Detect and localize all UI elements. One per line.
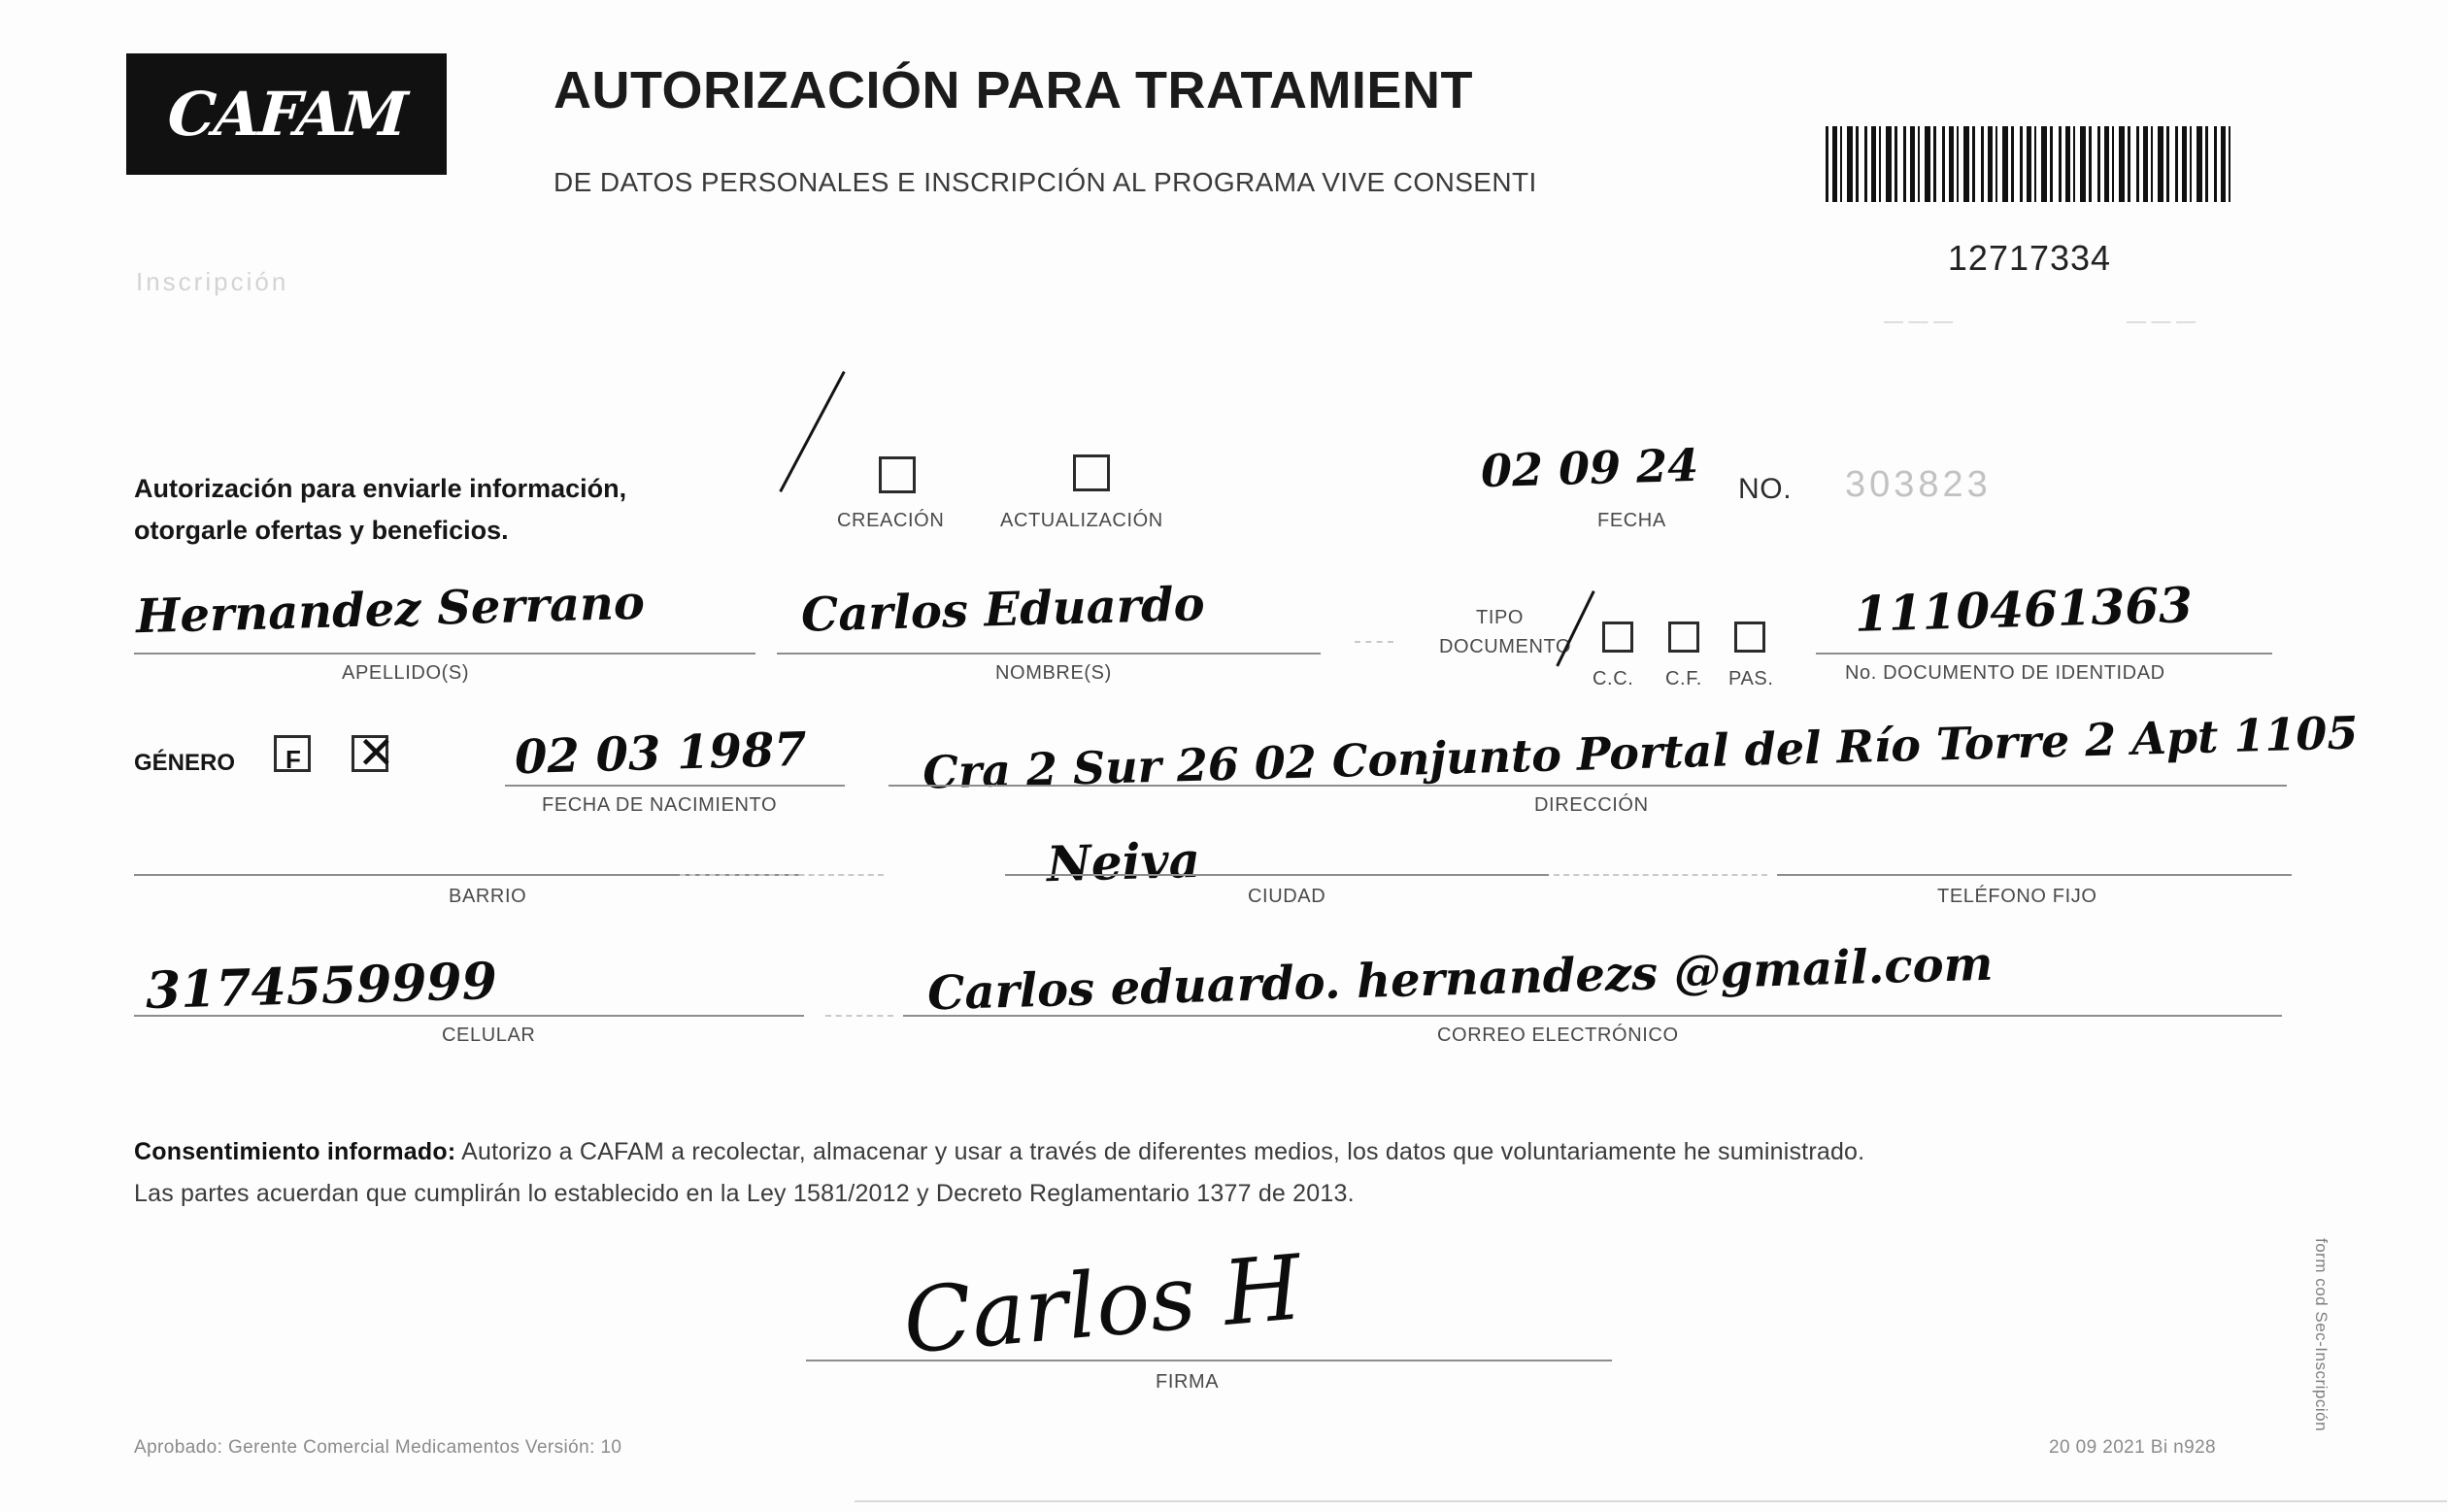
checkbox-cf[interactable] xyxy=(1668,622,1699,653)
value-fecha: 02 09 24 xyxy=(1480,438,1699,498)
consent-body-1: Autorizo a CAFAM a recolectar, almacenar y usar a través de diferentes medios, los datos que voluntariamente he suministrado. xyxy=(455,1138,1865,1165)
label-correo: CORREO ELECTRÓNICO xyxy=(1437,1025,1679,1046)
value-num-documento: 1110461363 xyxy=(1854,576,2194,643)
rule-correo xyxy=(903,1015,2282,1017)
label-celular: CELULAR xyxy=(442,1025,536,1046)
footer-right-text: 20 09 2021 Bi n928 xyxy=(2049,1437,2217,1458)
rule-nombre xyxy=(777,653,1321,655)
notice-line-2: otorgarle ofertas y beneficios. xyxy=(134,516,509,545)
label-tipo: TIPO xyxy=(1476,607,1525,628)
consent-heading: Consentimiento informado: xyxy=(134,1138,456,1165)
label-actualizacion: ACTUALIZACIÓN xyxy=(1000,510,1163,531)
value-no: 303823 xyxy=(1845,464,1992,505)
value-ciudad: Neiva xyxy=(1046,830,1201,893)
rule-apellido xyxy=(134,653,755,655)
label-cf: C.F. xyxy=(1665,668,1702,689)
value-apellido: Hernandez Serrano xyxy=(135,575,646,645)
rule-sep-2 xyxy=(680,874,884,876)
rule-ciudad xyxy=(1005,874,1549,876)
label-creacion: CREACIÓN xyxy=(837,510,945,531)
label-direccion: DIRECCIÓN xyxy=(1534,794,1649,816)
checkbox-actualizacion[interactable] xyxy=(1073,454,1110,491)
cafam-logo xyxy=(126,53,447,175)
value-celular: 3174559999 xyxy=(145,951,498,1022)
label-apellido: APELLIDO(S) xyxy=(342,662,470,684)
label-tipo-documento: DOCUMENTO xyxy=(1439,636,1572,657)
value-correo: Carlos eduardo. hernandezs @gmail.com xyxy=(926,936,1995,1022)
checkbox-pas[interactable] xyxy=(1734,622,1765,653)
label-nombre: NOMBRE(S) xyxy=(995,662,1112,684)
consent-paragraph xyxy=(134,1131,2290,1215)
rule-sep-4 xyxy=(825,1015,893,1017)
cc-check-mark xyxy=(1556,590,1594,667)
label-num-documento: No. DOCUMENTO DE IDENTIDAD xyxy=(1845,662,2165,684)
label-genero-f: F xyxy=(285,745,302,774)
checkbox-cc[interactable] xyxy=(1602,622,1633,653)
rule-sep-1 xyxy=(1355,641,1393,643)
faint-dash-left: — — — xyxy=(1884,311,1954,332)
side-vertical-text: form cod Sec-Inscripción xyxy=(2312,1238,2331,1432)
barcode-number: 12717334 xyxy=(1947,238,2112,278)
label-genero: GÉNERO xyxy=(134,750,236,776)
value-direccion: Cra 2 Sur 26 02 Conjunto Portal del Río Torre 2 Apt 1105 xyxy=(922,706,2360,799)
rule-telefono-fijo xyxy=(1777,874,2292,876)
label-fecha-nacimiento: FECHA DE NACIMIENTO xyxy=(542,794,778,816)
cafam-logo-text: CAFAM xyxy=(165,79,408,150)
creacion-check-mark xyxy=(779,371,845,492)
faint-dash-right: — — — xyxy=(2127,311,2196,332)
label-cc: C.C. xyxy=(1593,668,1634,689)
signature-mark: Carlos H xyxy=(899,1235,1306,1374)
consent-body-2: Las partes acuerdan que cumplirán lo establecido en la Ley 1581/2012 y Decreto Reglamentario 1377 de 2013. xyxy=(134,1180,1355,1207)
faint-header-text: Inscripción xyxy=(136,267,289,296)
rule-celular xyxy=(134,1015,804,1017)
page-title: AUTORIZACIÓN PARA TRATAMIENT xyxy=(553,61,1473,119)
barcode-icon xyxy=(1826,126,2233,202)
rule-num-documento xyxy=(1816,653,2272,655)
genero-m-check-mark: ✕ xyxy=(357,726,395,779)
rule-sep-3 xyxy=(1554,874,1767,876)
checkbox-creacion[interactable] xyxy=(879,456,916,493)
label-pas: PAS. xyxy=(1728,668,1774,689)
rule-fecha-nacimiento xyxy=(505,785,845,787)
label-telefono-fijo: TELÉFONO FIJO xyxy=(1937,886,2097,907)
label-fecha: FECHA xyxy=(1597,510,1666,531)
label-barrio: BARRIO xyxy=(449,886,527,907)
label-no: NO. xyxy=(1738,473,1793,505)
rule-firma xyxy=(806,1360,1612,1361)
notice-line-1: Autorización para enviarle información, xyxy=(134,474,627,503)
page-bottom-edge xyxy=(855,1500,2447,1502)
label-firma: FIRMA xyxy=(1156,1371,1220,1393)
rule-direccion xyxy=(889,785,2287,787)
label-ciudad: CIUDAD xyxy=(1248,886,1326,907)
page-subtitle: DE DATOS PERSONALES E INSCRIPCIÓN AL PROGRAMA VIVE CONSENTI xyxy=(553,167,1537,197)
value-nombre: Carlos Eduardo xyxy=(800,577,1206,643)
footer-left-text: Aprobado: Gerente Comercial Medicamentos Versión: 10 xyxy=(134,1437,622,1458)
value-fecha-nacimiento: 02 03 1987 xyxy=(514,722,808,786)
